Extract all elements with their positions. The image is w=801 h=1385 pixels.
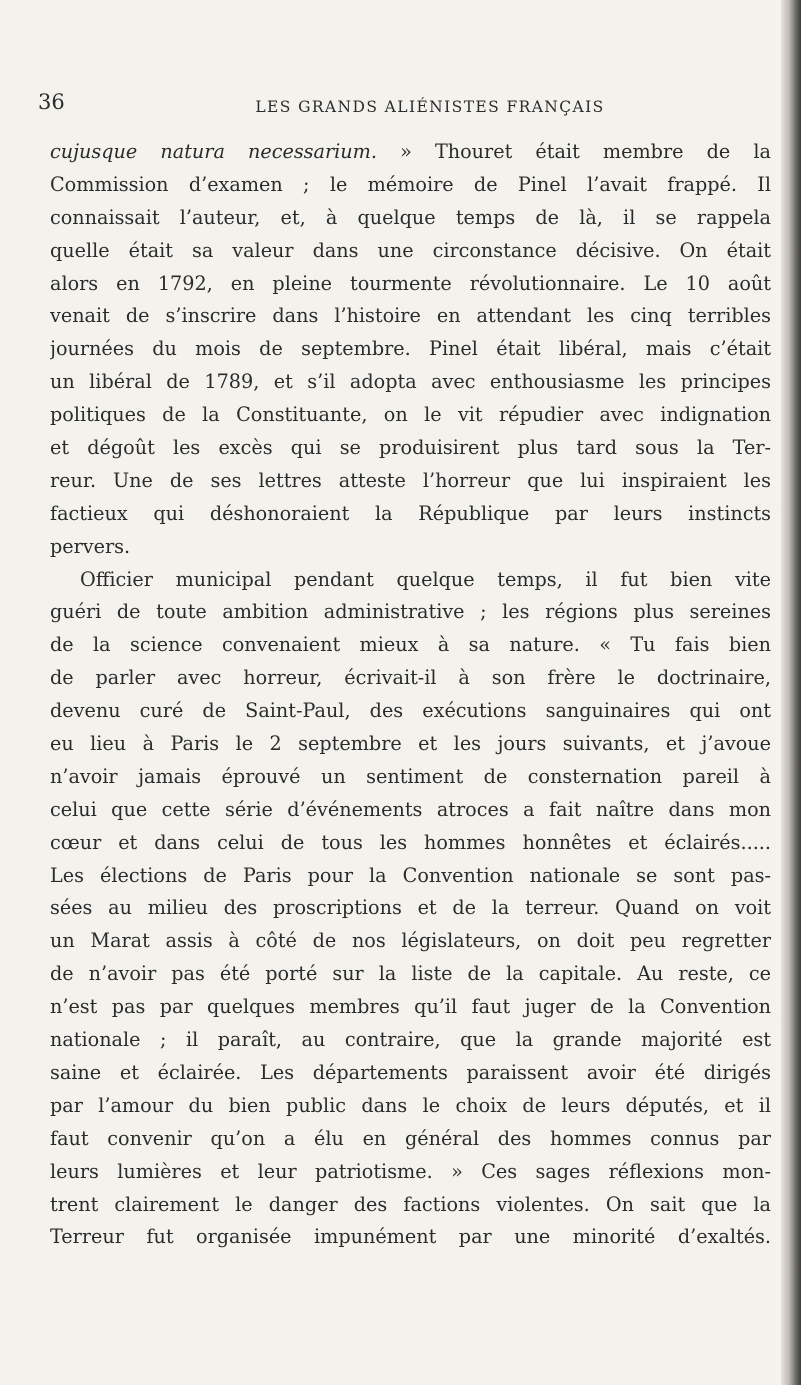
text-line: politiques de la Constituante, on le vit répudier avec indignation: [50, 403, 771, 427]
book-spine-edge: [781, 0, 801, 1385]
text-line: sées au milieu des proscriptions et de la terreur. Quand on voit: [50, 896, 771, 920]
text-line: alors en 1792, en pleine tourmente révolutionnaire. Le 10 août: [50, 271, 771, 295]
text-line: [50, 136, 771, 169]
text-line: reur. Une de ses lettres atteste l’horreur que lui inspiraient les: [50, 468, 771, 492]
page-number: 36: [38, 90, 65, 114]
text-line: par l’amour du bien public dans le choix de leurs députés, et il: [50, 1093, 771, 1117]
text-line: trent clairement le danger des factions violentes. On sait que la: [50, 1192, 771, 1216]
text-line: et dégoût les excès qui se produisirent plus tard sous la Ter-: [50, 436, 771, 460]
text-line: faut convenir qu’on a élu en général des hommes connus par: [50, 1126, 771, 1150]
text-line: saine et éclairée. Les départements paraissent avoir été dirigés: [50, 1060, 771, 1084]
text-line: leurs lumières et leur patriotisme. » Ces sages réflexions mon-: [50, 1159, 771, 1183]
text-span: » Thouret était membre de la: [376, 140, 771, 163]
text-line: Officier municipal pendant quelque temps, il fut bien vite: [80, 567, 771, 591]
text-line: journées du mois de septembre. Pinel était libéral, mais c’était: [50, 337, 771, 361]
text-line: de parler avec horreur, écrivait-il à son frère le doctrinaire,: [50, 666, 771, 690]
text-line: Les élections de Paris pour la Convention nationale se sont pas-: [50, 863, 771, 887]
text-line: connaissait l’auteur, et, à quelque temps de là, il se rappela: [50, 205, 771, 229]
text-line: quelle était sa valeur dans une circonstance décisive. On était: [50, 238, 771, 262]
text-line: un Marat assis à côté de nos législateurs, on doit peu regretter: [50, 929, 771, 953]
text-line: cœur et dans celui de tous les hommes honnêtes et éclairés.....: [50, 830, 771, 854]
text-line: devenu curé de Saint-Paul, des exécutions sanguinaires qui ont: [50, 699, 771, 723]
text-line: de n’avoir pas été porté sur la liste de la capitale. Au reste, ce: [50, 962, 771, 986]
body-text: [50, 136, 771, 1254]
text-line: un libéral de 1789, et s’il adopta avec enthousiasme les principes: [50, 370, 771, 394]
running-head: LES GRANDS ALIÉNISTES FRANÇAIS: [255, 98, 605, 116]
text-line: guéri de toute ambition administrative ; les régions plus sereines: [50, 600, 771, 624]
text-line: venait de s’inscrire dans l’histoire en attendant les cinq terribles: [50, 304, 771, 328]
latin-quote: cujusque natura necessarium.: [50, 140, 377, 163]
text-line: Commission d’examen ; le mémoire de Pinel l’avait frappé. Il: [50, 172, 771, 196]
text-line: Terreur fut organisée impunément par une minorité d’exaltés.: [50, 1225, 771, 1249]
text-line: pervers.: [50, 534, 131, 558]
text-line: n’avoir jamais éprouvé un sentiment de consternation pareil à: [50, 764, 771, 788]
text-line: factieux qui déshonoraient la République par leurs instincts: [50, 501, 771, 525]
text-line: nationale ; il paraît, au contraire, que la grande majorité est: [50, 1028, 771, 1052]
text-line: celui que cette série d’événements atroces a fait naître dans mon: [50, 797, 771, 821]
text-line: de la science convenaient mieux à sa nature. « Tu fais bien: [50, 633, 771, 657]
text-line: eu lieu à Paris le 2 septembre et les jours suivants, et j’avoue: [50, 732, 771, 756]
text-line: n’est pas par quelques membres qu’il faut juger de la Convention: [50, 995, 771, 1019]
